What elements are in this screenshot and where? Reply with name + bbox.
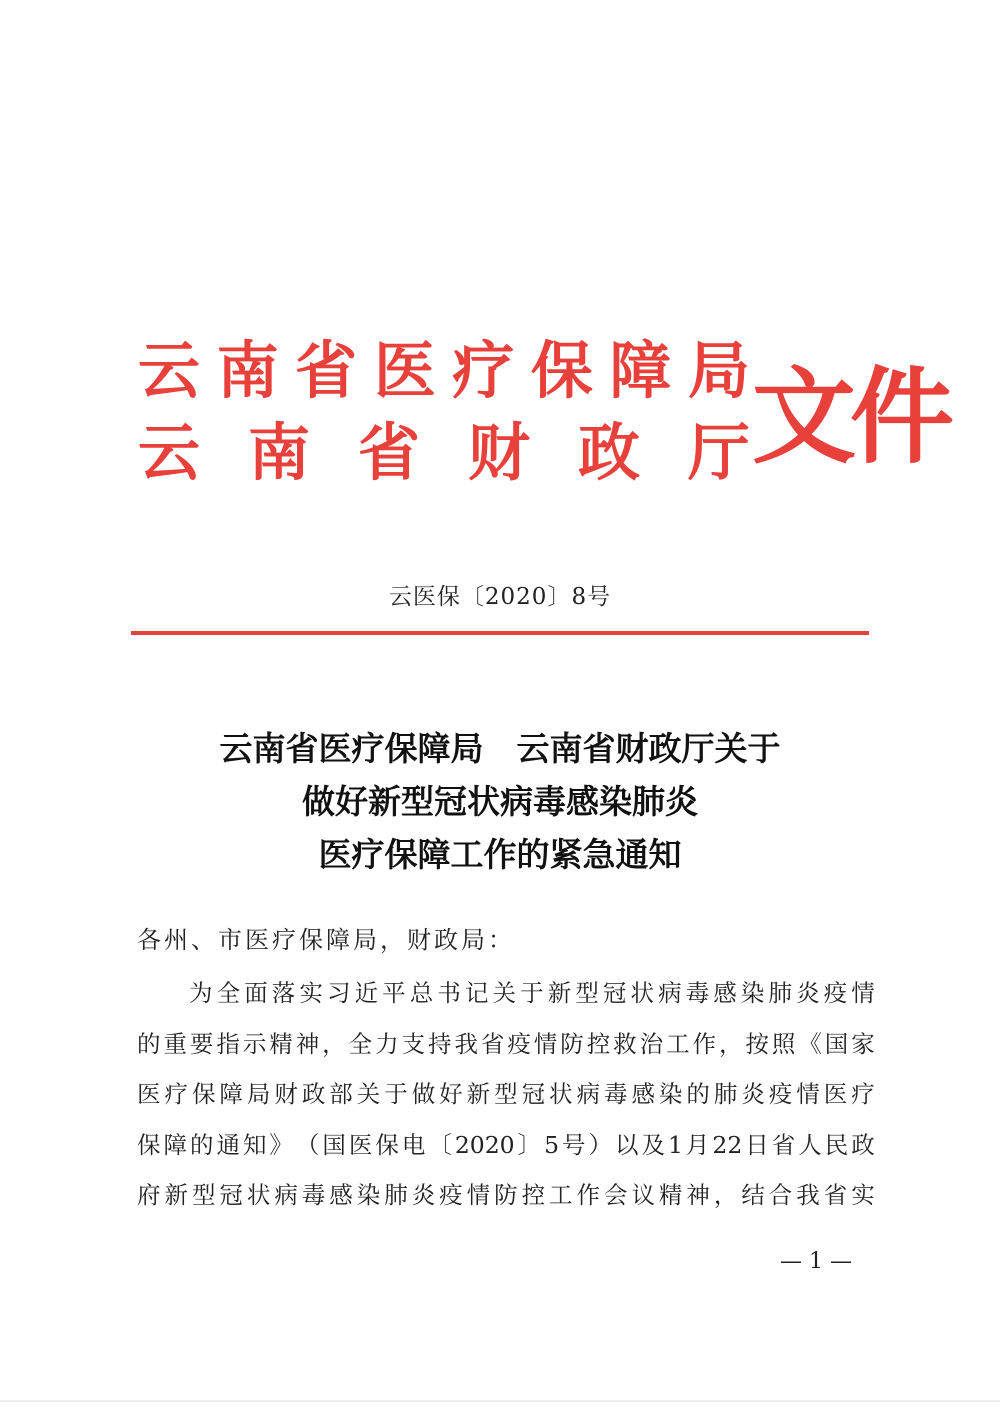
glyph: 障 xyxy=(163,1130,187,1159)
page-bottom-edge xyxy=(0,1400,1000,1402)
glyph: 力 xyxy=(375,1029,399,1058)
glyph: 染 xyxy=(658,1080,683,1108)
glyph: 神 xyxy=(295,1029,320,1058)
glyph: 冠 xyxy=(521,1080,546,1108)
glyph: 〔 xyxy=(428,1130,452,1159)
glyph: 冠 xyxy=(602,979,627,1007)
glyph: 于 xyxy=(384,1080,408,1108)
glyph: 肺 xyxy=(713,1080,738,1108)
glyph: 保 xyxy=(191,1080,216,1108)
glyph: 《 xyxy=(798,1029,822,1058)
glyph: 的 xyxy=(686,1080,710,1108)
glyph: 省 xyxy=(823,1181,848,1209)
glyph: 医 xyxy=(823,1080,848,1108)
glyph: 省 xyxy=(357,416,420,489)
glyph: 救 xyxy=(613,1029,637,1058)
glyph: 病 xyxy=(576,1080,600,1108)
glyph: 防 xyxy=(494,1181,518,1209)
glyph: ） xyxy=(588,1130,613,1159)
glyph: 局 xyxy=(687,334,750,407)
glyph: 总 xyxy=(409,979,434,1007)
glyph: 保 xyxy=(137,1130,161,1159)
glyph: 炎 xyxy=(741,1080,765,1108)
glyph: 好 xyxy=(439,1080,463,1108)
glyph: 疫 xyxy=(439,1181,463,1209)
glyph: 我 xyxy=(796,1181,820,1209)
salutation: 各州、市医疗保障局，财政局： xyxy=(137,926,515,954)
glyph: 云 xyxy=(138,416,201,489)
glyph: 南 xyxy=(216,334,279,407)
glyph: 习 xyxy=(326,979,351,1007)
glyph: 障 xyxy=(219,1080,243,1108)
glyph: 病 xyxy=(658,979,682,1007)
glyph: 政 xyxy=(577,416,640,489)
glyph: 情 xyxy=(533,1029,558,1058)
glyph: 精 xyxy=(269,1029,293,1058)
body-line xyxy=(137,1120,875,1171)
glyph: 工 xyxy=(666,1029,690,1058)
glyph: 〕 xyxy=(517,1130,542,1159)
glyph: 全 xyxy=(216,979,241,1007)
glyph: 指 xyxy=(216,1029,240,1058)
glyph: 按 xyxy=(745,1029,769,1058)
glyph: 国 xyxy=(824,1029,849,1058)
glyph: 保 xyxy=(375,1130,399,1159)
glyph: 1 xyxy=(667,1130,683,1159)
glyph: 肺 xyxy=(384,1181,408,1209)
glyph: 的 xyxy=(189,1130,214,1159)
glyph: 情 xyxy=(796,1080,820,1108)
glyph: ， xyxy=(718,1029,743,1058)
glyph: 染 xyxy=(740,979,765,1007)
title-line-2: 做好新型冠状病毒感染肺炎 xyxy=(302,782,698,821)
body-paragraph xyxy=(137,968,875,1221)
glyph: 省 xyxy=(295,334,358,407)
glyph: 示 xyxy=(242,1029,267,1058)
glyph: 疫 xyxy=(507,1029,531,1058)
glyph: 炎 xyxy=(796,979,820,1007)
glyph: 家 xyxy=(851,1029,875,1058)
glyph: 会 xyxy=(603,1181,628,1209)
glyph: 疗 xyxy=(851,1080,875,1108)
glyph: 型 xyxy=(575,979,599,1007)
glyph: 政 xyxy=(301,1080,326,1108)
glyph: 以 xyxy=(615,1130,639,1159)
glyph: 工 xyxy=(549,1181,573,1209)
glyph: 部 xyxy=(329,1080,353,1108)
glyph: 局 xyxy=(246,1080,271,1108)
glyph: 控 xyxy=(521,1181,546,1209)
glyph: 为 xyxy=(189,979,213,1007)
body-line xyxy=(137,1069,875,1120)
glyph: 精 xyxy=(658,1181,683,1209)
glyph: 重 xyxy=(163,1029,187,1058)
glyph: ， xyxy=(713,1181,738,1209)
glyph: 感 xyxy=(329,1181,353,1209)
glyph: 病 xyxy=(274,1181,298,1209)
title-line-1: 云南省医疗保障局 云南省财政厅关于 xyxy=(219,729,781,768)
glyph: 号 xyxy=(562,1130,586,1159)
glyph: 落 xyxy=(271,979,296,1007)
glyph: 结 xyxy=(741,1181,765,1209)
glyph: 议 xyxy=(631,1181,655,1209)
glyph: 实 xyxy=(299,979,323,1007)
glyph: 作 xyxy=(576,1181,600,1209)
glyph: 毒 xyxy=(685,979,710,1007)
body-line xyxy=(137,1170,875,1221)
document-number: 云医保〔2020〕8号 xyxy=(388,584,612,610)
glyph: 状 xyxy=(630,979,654,1007)
glyph: 支 xyxy=(401,1029,426,1058)
glyph: 要 xyxy=(189,1029,214,1058)
glyph: 合 xyxy=(768,1181,793,1209)
glyph: 肺 xyxy=(768,979,792,1007)
body-line xyxy=(137,968,875,1019)
glyph: 省 xyxy=(771,1130,796,1159)
glyph: 感 xyxy=(631,1080,655,1108)
glyph: 月 xyxy=(685,1130,710,1159)
glyph: 疫 xyxy=(768,1080,793,1108)
header-agency-1 xyxy=(138,330,750,412)
glyph: 新 xyxy=(466,1080,491,1108)
glyph: 省 xyxy=(480,1029,505,1058)
glyph: 全 xyxy=(348,1029,373,1058)
glyph: 医 xyxy=(348,1130,373,1159)
page-number: — 1 — xyxy=(780,1249,852,1274)
glyph: 照 xyxy=(771,1029,796,1058)
glyph: 疗 xyxy=(452,334,515,407)
glyph: 于 xyxy=(520,979,544,1007)
glyph: 炎 xyxy=(411,1181,436,1209)
glyph: 关 xyxy=(492,979,517,1007)
glyph: ， xyxy=(322,1029,346,1058)
glyph: 医 xyxy=(137,1080,161,1108)
glyph: 冠 xyxy=(219,1181,243,1209)
glyph: 我 xyxy=(454,1029,478,1058)
header-document-suffix: 文件 xyxy=(752,355,949,478)
glyph: 5 xyxy=(544,1130,560,1159)
issuing-agencies-header xyxy=(138,330,750,494)
glyph: 型 xyxy=(191,1181,216,1209)
glyph: 情 xyxy=(466,1181,491,1209)
glyph: 神 xyxy=(686,1181,710,1209)
glyph: 状 xyxy=(549,1080,573,1108)
glyph: 防 xyxy=(560,1029,584,1058)
glyph: 新 xyxy=(547,979,572,1007)
glyph: 关 xyxy=(356,1080,381,1108)
glyph: 南 xyxy=(247,416,310,489)
glyph: 情 xyxy=(851,979,875,1007)
document-title xyxy=(0,722,1000,881)
glyph: 及 xyxy=(641,1130,665,1159)
glyph: 毒 xyxy=(301,1181,326,1209)
title-line-3: 医疗保障工作的紧急通知 xyxy=(318,835,682,874)
glyph: 》 xyxy=(269,1130,293,1159)
glyph: 障 xyxy=(609,334,672,407)
glyph: 持 xyxy=(427,1029,452,1058)
body-line xyxy=(137,1019,875,1070)
glyph: 2020 xyxy=(454,1130,515,1159)
red-divider-rule xyxy=(131,631,869,635)
glyph: 控 xyxy=(586,1029,611,1058)
glyph: 毒 xyxy=(603,1080,628,1108)
glyph: 平 xyxy=(382,979,406,1007)
glyph: 保 xyxy=(530,334,593,407)
glyph: 记 xyxy=(464,979,489,1007)
glyph: 政 xyxy=(851,1130,875,1159)
header-agency-2 xyxy=(138,412,750,494)
glyph: 新 xyxy=(164,1181,188,1209)
glyph: 人 xyxy=(798,1130,822,1159)
glyph: 医 xyxy=(373,334,436,407)
glyph: 22 xyxy=(712,1130,743,1159)
glyph: 感 xyxy=(713,979,737,1007)
glyph: 通 xyxy=(216,1130,240,1159)
glyph: 电 xyxy=(401,1130,426,1159)
glyph: 治 xyxy=(639,1029,664,1058)
glyph: 疫 xyxy=(823,979,848,1007)
glyph: 云 xyxy=(138,334,201,407)
glyph: 日 xyxy=(745,1130,769,1159)
glyph: 国 xyxy=(322,1130,346,1159)
glyph: 面 xyxy=(244,979,268,1007)
glyph: 疗 xyxy=(164,1080,188,1108)
glyph: 状 xyxy=(246,1181,271,1209)
glyph: 做 xyxy=(411,1080,436,1108)
glyph: 厅 xyxy=(687,416,750,489)
glyph: 书 xyxy=(437,979,461,1007)
glyph: （ xyxy=(295,1130,320,1159)
glyph: 的 xyxy=(137,1029,161,1058)
glyph: 实 xyxy=(851,1181,875,1209)
glyph: 近 xyxy=(354,979,379,1007)
glyph: 作 xyxy=(692,1029,717,1058)
glyph: 染 xyxy=(356,1181,381,1209)
glyph: 财 xyxy=(274,1080,298,1108)
glyph: 府 xyxy=(137,1181,161,1209)
glyph: 民 xyxy=(824,1130,849,1159)
glyph: 型 xyxy=(494,1080,518,1108)
glyph: 财 xyxy=(467,416,530,489)
glyph: 知 xyxy=(242,1130,267,1159)
